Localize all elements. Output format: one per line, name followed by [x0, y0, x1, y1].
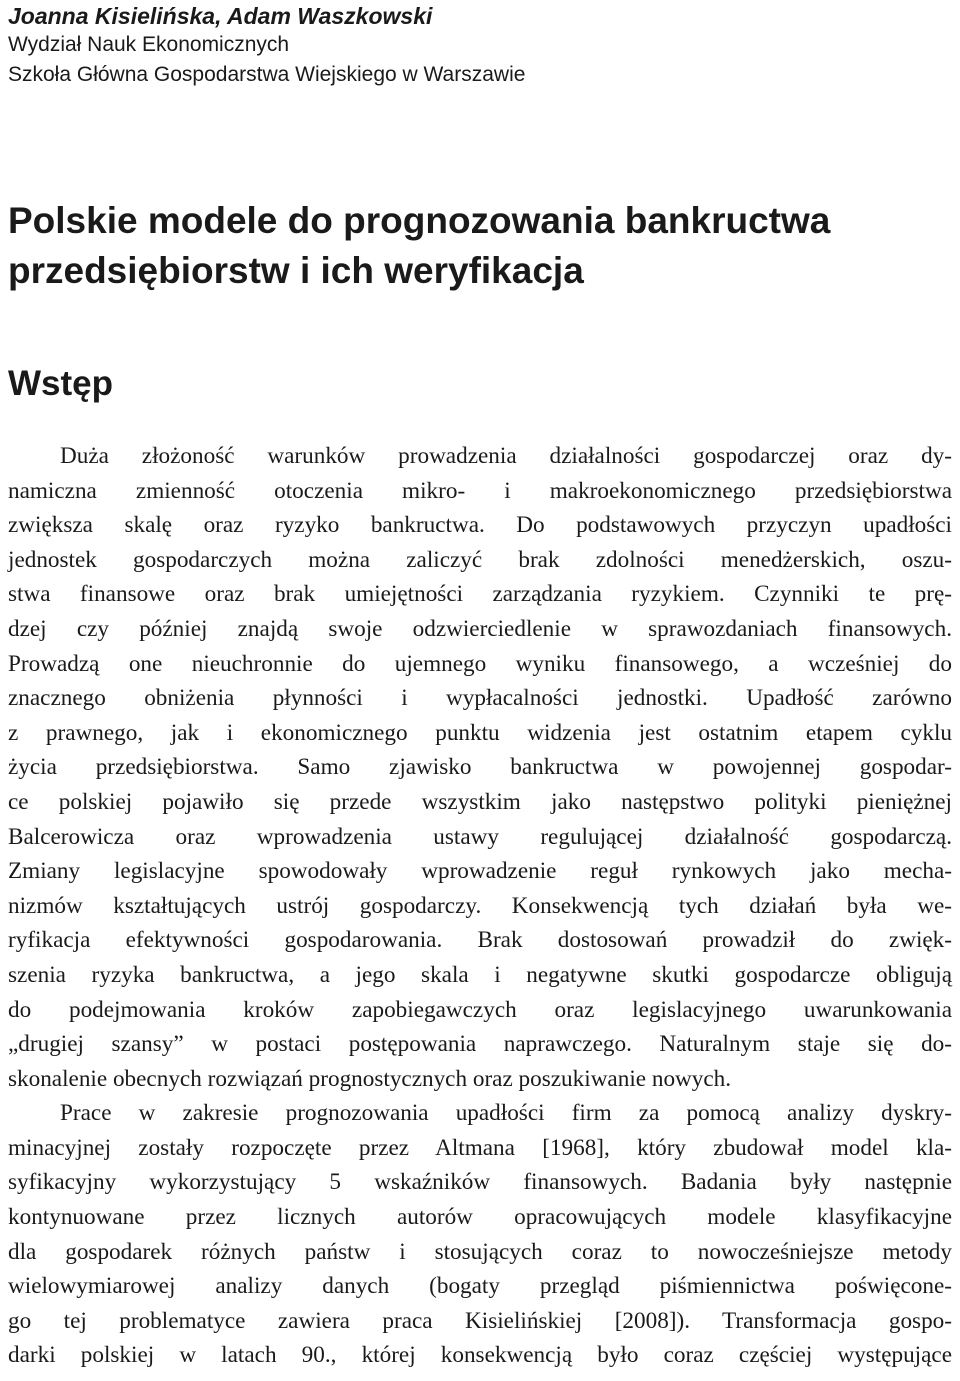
body-text [8, 439, 952, 1373]
text-line: wielowymiarowej analizy danych (bogaty przegląd piśmiennictwa poświęcone- [8, 1273, 952, 1300]
text-line: dzej czy później znajdą swoje odzwierciedlenie w sprawozdaniach finansowych. [8, 615, 952, 642]
text-line: „drugiej szansy” w postaci postępowania naprawczego. Naturalnym staje się do- [8, 1031, 952, 1058]
text-line: minacyjnej zostały rozpoczęte przez Altmana [1968], który zbudował model kla- [8, 1134, 952, 1161]
author-block [8, 2, 952, 90]
text-line: Balcerowicza oraz wprowadzenia ustawy regulującej działalność gospodarczą. [8, 823, 952, 850]
title-line: Polskie modele do prognozowania bankructwa [8, 200, 831, 241]
text-line: ryfikacja efektywności gospodarowania. Brak dostosowań prowadził do zwięk- [8, 927, 952, 954]
text-line: jednostek gospodarczych można zaliczyć brak zdolności menedżerskich, oszu- [8, 546, 952, 573]
affiliation-university: Szkoła Główna Gospodarstwa Wiejskiego w Warszawie [8, 63, 526, 86]
text-line: stwa finansowe oraz brak umiejętności zarządzania ryzykiem. Czynniki te prę- [8, 581, 952, 608]
text-line: życia przedsiębiorstwa. Samo zjawisko bankructwa w powojennej gospodar- [8, 754, 952, 781]
text-line: go tej problematyce zawiera praca Kisielińskiej [2008]). Transformacja gospo- [8, 1307, 952, 1334]
text-line: kontynuowane przez licznych autorów opracowujących modele klasyfikacyjne [8, 1204, 952, 1231]
text-line: darki polskiej w latach 90., której konsekwencją było coraz częściej występujące [8, 1342, 952, 1369]
text-line: nizmów kształtujących ustrój gospodarczy. Konsekwencją tych działań była we- [8, 892, 952, 919]
affiliation-faculty: Wydział Nauk Ekonomicznych [8, 33, 290, 56]
text-line: do podejmowania kroków zapobiegawczych oraz legislacyjnego uwarunkowania [8, 996, 952, 1023]
paper-title [8, 196, 952, 296]
authors: Joanna Kisielińska, Adam Waszkowski [8, 3, 433, 29]
text-line: namiczna zmienność otoczenia mikro- i makroekonomicznego przedsiębiorstwa [8, 477, 952, 504]
text-line: Prace w zakresie prognozowania upadłości firm za pomocą analizy dyskry- [60, 1100, 952, 1127]
title-line: przedsiębiorstw i ich weryfikacja [8, 250, 584, 291]
text-line: dla gospodarek różnych państw i stosujących coraz to nowocześniejsze metody [8, 1238, 952, 1265]
text-line: z prawnego, jak i ekonomicznego punktu widzenia jest ostatnim etapem cyklu [8, 719, 952, 746]
text-line: Prowadzą one nieuchronnie do ujemnego wyniku finansowego, a wcześniej do [8, 650, 952, 677]
paragraph-2 [8, 1096, 952, 1373]
text-line: zwiększa skalę oraz ryzyko bankructwa. Do podstawowych przyczyn upadłości [8, 512, 952, 539]
text-line: Zmiany legislacyjne spowodowały wprowadzenie reguł rynkowych jako mecha- [8, 858, 952, 885]
text-line: syfikacyjny wykorzystujący 5 wskaźników finansowych. Badania były następnie [8, 1169, 952, 1196]
section-heading: Wstęp [8, 364, 113, 403]
text-line: skonalenie obecnych rozwiązań prognostycznych oraz poszukiwanie nowych. [8, 1065, 732, 1092]
text-line: Duża złożoność warunków prowadzenia działalności gospodarczej oraz dy- [60, 443, 952, 469]
text-line: szenia ryzyka bankructwa, a jego skala i negatywne skutki gospodarcze obligują [8, 961, 952, 988]
text-line: znacznego obniżenia płynności i wypłacalności jednostki. Upadłość zarówno [8, 685, 952, 712]
text-line: ce polskiej pojawiło się przede wszystkim jako następstwo polityki pieniężnej [8, 788, 952, 815]
paper-page [8, 0, 952, 1373]
paragraph-1 [8, 439, 952, 1096]
